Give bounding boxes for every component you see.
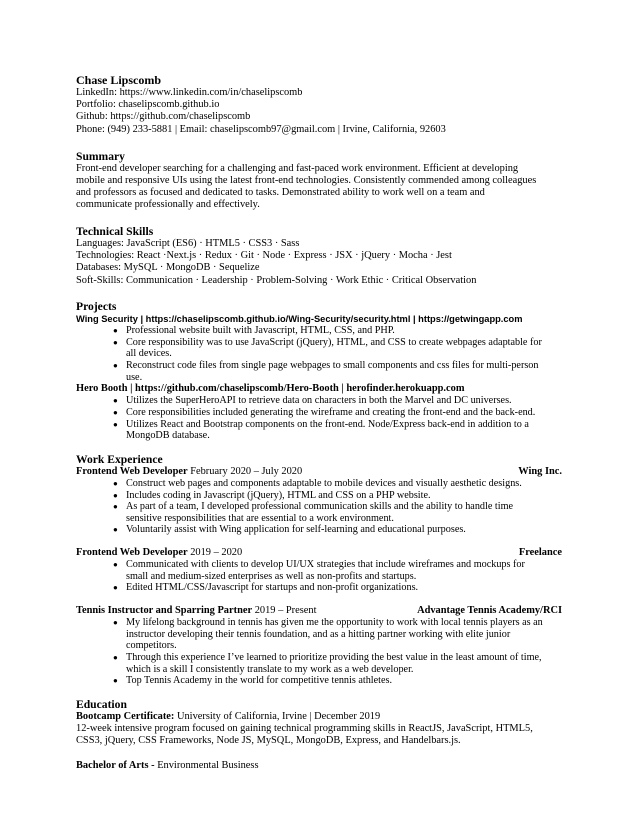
job-heading	[76, 605, 562, 617]
portfolio-line: Portfolio: chaselipscomb.github.io	[76, 99, 220, 111]
job-dates: February 2020 – July 2020	[187, 465, 303, 477]
skills-technologies: Technologies: React ·Next.js · Redux · Git · Node · Express · JSX · jQuery · Mocha · Jest	[76, 250, 452, 262]
job-dates: 2019 – Present	[252, 604, 317, 616]
bullet-icon: ●	[113, 396, 118, 406]
bootcamp-text: University of California, Irvine | December 2019	[174, 710, 381, 722]
job-role: Tennis Instructor and Sparring Partner	[76, 604, 253, 616]
project-heading-wing-security: Wing Security | https://chaselipscomb.github.io/Wing-Security/security.html | https://getwingapp.com	[76, 314, 523, 325]
projects-title: Projects	[76, 300, 117, 314]
bachelor-label: Bachelor of Arts -	[76, 760, 155, 772]
job-role: Frontend Web Developer	[76, 546, 188, 558]
list-item: ● Communicated with clients to develop UI/UX strategies that include wireframes and mockups for small and medium-sized enterprises as well as non-profits and startups.	[113, 559, 525, 582]
list-item: ● Core responsibilities included generating the wireframe and creating the front-end and the back-end.	[113, 407, 536, 419]
summary-title: Summary	[76, 149, 125, 163]
list-item: ● As part of a team, I developed professional communication skills and the ability to handle time sensitive responsibilities that are essential to a work environment.	[113, 501, 514, 524]
candidate-name: Chase Lipscomb	[76, 73, 162, 87]
bullet-icon: ●	[113, 479, 118, 488]
list-item: ● Top Tennis Academy in the world for competitive tennis athletes.	[113, 675, 393, 687]
job-company: Wing Inc.	[518, 465, 562, 477]
job-bullets	[76, 478, 562, 536]
bullet-icon: ●	[113, 502, 118, 512]
list-item: ● Edited HTML/CSS/Javascript for startups and non-profit organizations.	[113, 582, 419, 594]
list-item: ● Reconstruct code files from single page webpages to small components and css files for multi-person use.	[113, 360, 539, 383]
bullet-icon: ●	[113, 583, 118, 593]
project-bullets	[76, 325, 562, 383]
summary-line: mobile and responsive UIs using the latest front-end technologies. Consistently commended among colleagues	[76, 175, 537, 187]
bullet-icon: ●	[113, 676, 118, 686]
bullet-icon: ●	[113, 419, 118, 429]
contact-line: Phone: (949) 233-5881 | Email: chaselipscomb97@gmail.com | Irvine, California, 92603	[76, 123, 446, 135]
job-heading	[76, 547, 562, 559]
bullet-icon: ●	[113, 361, 118, 371]
job-role: Frontend Web Developer	[76, 465, 188, 477]
linkedin-line: LinkedIn: https://www.linkedin.com/in/chaselipscomb	[76, 87, 303, 98]
summary-line: Front-end developer searching for a challenging and fast-paced work environment. Efficient at developing	[76, 162, 519, 174]
bachelor-text: Environmental Business	[154, 760, 259, 772]
list-item: ● My lifelong background in tennis has given me the opportunity to work with local tennis players as an instructor developing their tennis foundation, and as a hitting partner working with elite junior competitors.	[113, 617, 543, 652]
education-title: Education	[76, 697, 127, 711]
resume-header	[76, 74, 562, 136]
github-line: Github: https://github.com/chaselipscomb	[76, 111, 251, 123]
bullet-icon: ●	[113, 618, 118, 628]
skills-databases: Databases: MySQL · MongoDB · Sequelize	[76, 262, 260, 274]
skills-title: Technical Skills	[76, 224, 154, 238]
list-item: ● Utilizes the SuperHeroAPI to retrieve data on characters in both the Marvel and DC universes.	[113, 395, 512, 407]
job-company: Advantage Tennis Academy/RCI	[417, 604, 562, 616]
summary-section	[76, 150, 562, 212]
list-item: ● Utilizes React and Bootstrap components on the front-end. Node/Express back-end in addition to a MongoDB database.	[113, 418, 529, 442]
summary-line: and professors as focused and dedicated to tasks. Demonstrated ability to work well on a team and	[76, 187, 485, 199]
job-heading	[76, 466, 562, 478]
list-item: ● Core responsibility was to use JavaScript (jQuery), HTML, and CSS to create webpages adaptable for all devices.	[113, 336, 542, 360]
bullet-icon: ●	[113, 337, 118, 347]
bootcamp-desc-line: CSS3, jQuery, CSS Frameworks, Node JS, MySQL, MongoDB, Express, and Handelbars.js.	[76, 735, 461, 747]
projects-section	[76, 300, 562, 442]
experience-section	[76, 453, 562, 687]
skills-section	[76, 225, 562, 288]
skills-languages: Languages: JavaScript (ES6) · HTML5 · CSS3 · Sass	[76, 237, 300, 249]
bootcamp-label: Bootcamp Certificate:	[76, 710, 175, 722]
project-heading-hero-booth: Hero Booth | https://github.com/chaselipscomb/Hero-Booth | herofinder.herokuapp.com	[76, 383, 465, 395]
job-dates: 2019 – 2020	[187, 546, 243, 558]
summary-line: communicate professionally and effectively.	[76, 199, 260, 211]
bootcamp-line	[76, 711, 562, 723]
list-item: ● Professional website built with Javascript, HTML, CSS, and PHP.	[113, 325, 395, 337]
bullet-icon: ●	[113, 525, 118, 535]
bullet-icon: ●	[113, 490, 118, 500]
bachelor-line	[76, 760, 562, 772]
list-item: ● Construct web pages and components adaptable to mobile devices and visually aesthetic designs.	[113, 478, 522, 489]
list-item: ● Voluntarily assist with Wing application for self-learning and educational purposes.	[113, 524, 466, 536]
bullet-icon: ●	[113, 326, 118, 336]
job-company: Freelance	[518, 546, 562, 558]
bullet-icon: ●	[113, 560, 118, 570]
bootcamp-desc-line: 12-week intensive program focused on gaining technical programming skills in ReactJS, JavaScript, HTML5,	[76, 722, 533, 734]
job-bullets	[76, 559, 562, 594]
bullet-icon: ●	[113, 652, 118, 662]
skills-soft: Soft-Skills: Communication · Leadership · Problem-Solving · Work Ethic · Critical Observation	[76, 274, 477, 286]
job-bullets	[76, 617, 562, 687]
project-bullets	[76, 395, 562, 441]
summary-text	[76, 163, 562, 212]
bullet-icon: ●	[113, 408, 118, 418]
experience-title: Work Experience	[76, 452, 163, 466]
list-item: ● Includes coding in Javascript (jQuery), HTML and CSS on a PHP website.	[113, 489, 431, 501]
list-item: ● Through this experience I’ve learned to prioritize providing the best value in the least amount of time, which is a skill I consistently translate to my work as a web developer.	[113, 651, 542, 675]
education-section	[76, 698, 562, 773]
